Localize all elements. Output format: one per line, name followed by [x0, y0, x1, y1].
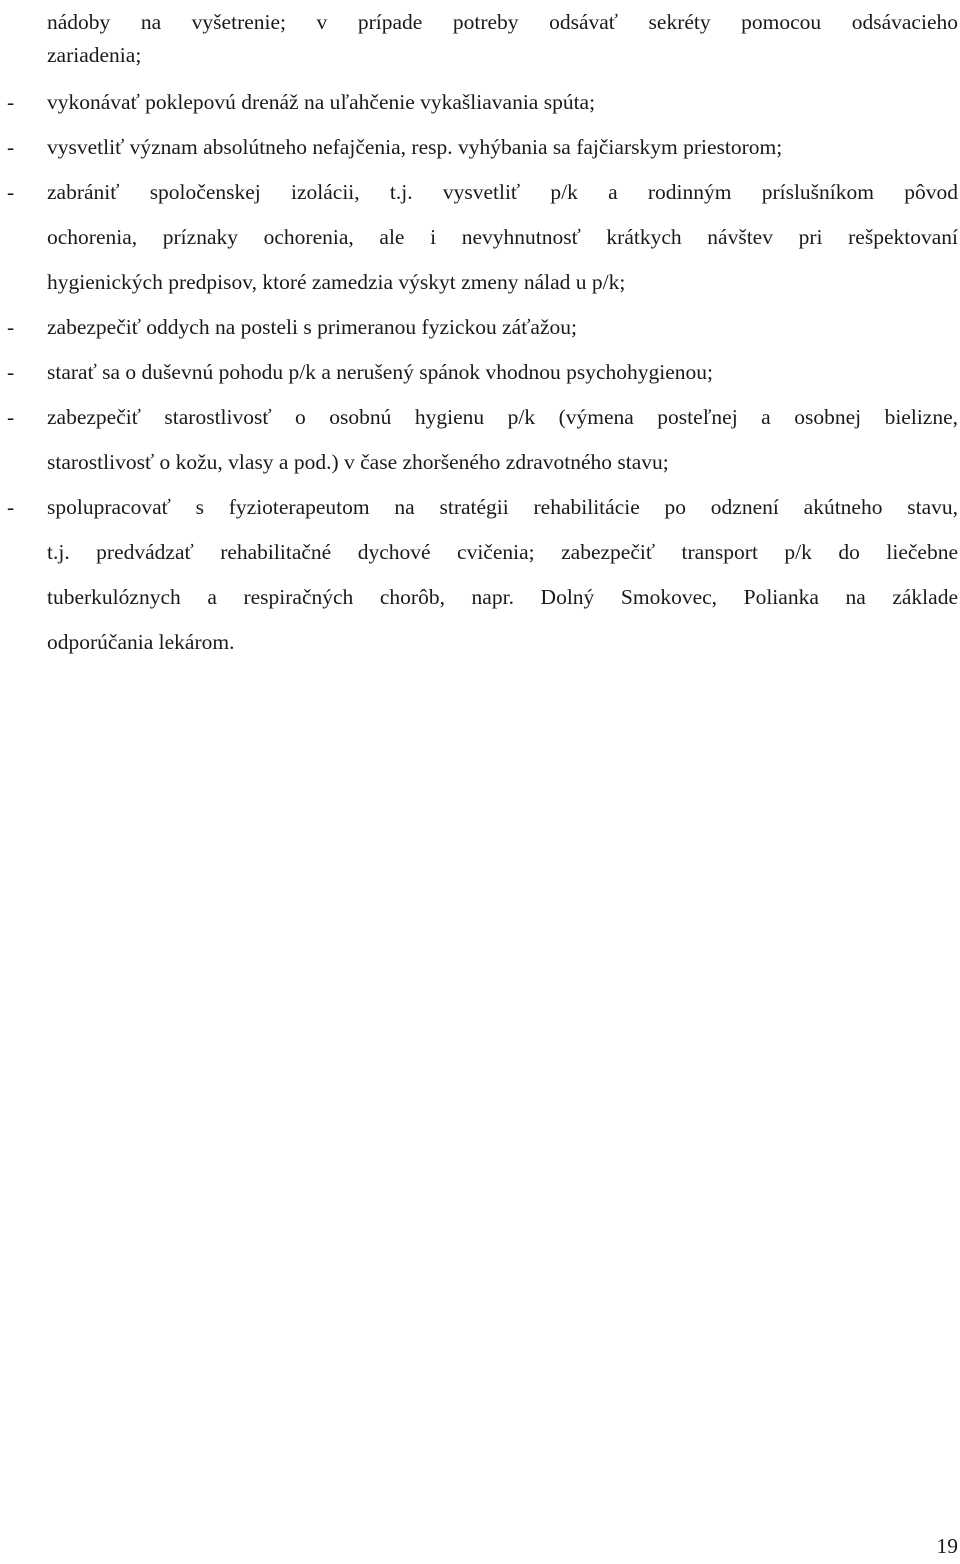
- list-item-continuation: tuberkulóznych a respiračných chorôb, napr. Dolný Smokovec, Polianka na základe: [47, 585, 958, 609]
- list-bullet: -: [7, 360, 15, 384]
- text-line: zariadenia;: [47, 43, 142, 67]
- list-bullet: -: [7, 90, 15, 114]
- list-item: vysvetliť význam absolútneho nefajčenia, resp. vyhýbania sa fajčiarskym priestorom;: [47, 135, 783, 159]
- list-item: vykonávať poklepovú drenáž na uľahčenie vykašliavania spúta;: [47, 90, 596, 114]
- list-bullet: -: [7, 180, 15, 204]
- list-bullet: -: [7, 135, 15, 159]
- text-line: nádoby na vyšetrenie; v prípade potreby odsávať sekréty pomocou odsávacieho: [47, 10, 958, 34]
- list-item-continuation: t.j. predvádzať rehabilitačné dychové cvičenia; zabezpečiť transport p/k do liečebne: [47, 540, 958, 564]
- list-item-continuation: hygienických predpisov, ktoré zamedzia výskyt zmeny nálad u p/k;: [47, 270, 626, 294]
- list-item: zabezpečiť oddych na posteli s primeranou fyzickou záťažou;: [47, 315, 577, 339]
- list-bullet: -: [7, 405, 15, 429]
- page-number: 19: [936, 1534, 958, 1558]
- list-bullet: -: [7, 495, 15, 519]
- list-item-continuation: odporúčania lekárom.: [47, 630, 235, 654]
- list-item: starať sa o duševnú pohodu p/k a nerušený spánok vhodnou psychohygienou;: [47, 360, 714, 384]
- list-item-continuation: ochorenia, príznaky ochorenia, ale i nevyhnutnosť krátkych návštev pri rešpektovaní: [47, 225, 958, 249]
- list-item-continuation: starostlivosť o kožu, vlasy a pod.) v čase zhoršeného zdravotného stavu;: [47, 450, 669, 474]
- list-item: zabrániť spoločenskej izolácii, t.j. vysvetliť p/k a rodinným príslušníkom pôvod: [47, 180, 958, 204]
- list-bullet: -: [7, 315, 15, 339]
- list-item: zabezpečiť starostlivosť o osobnú hygienu p/k (výmena posteľnej a osobnej bielizne,: [47, 405, 958, 429]
- list-item: spolupracovať s fyzioterapeutom na stratégii rehabilitácie po odznení akútneho stavu,: [47, 495, 958, 519]
